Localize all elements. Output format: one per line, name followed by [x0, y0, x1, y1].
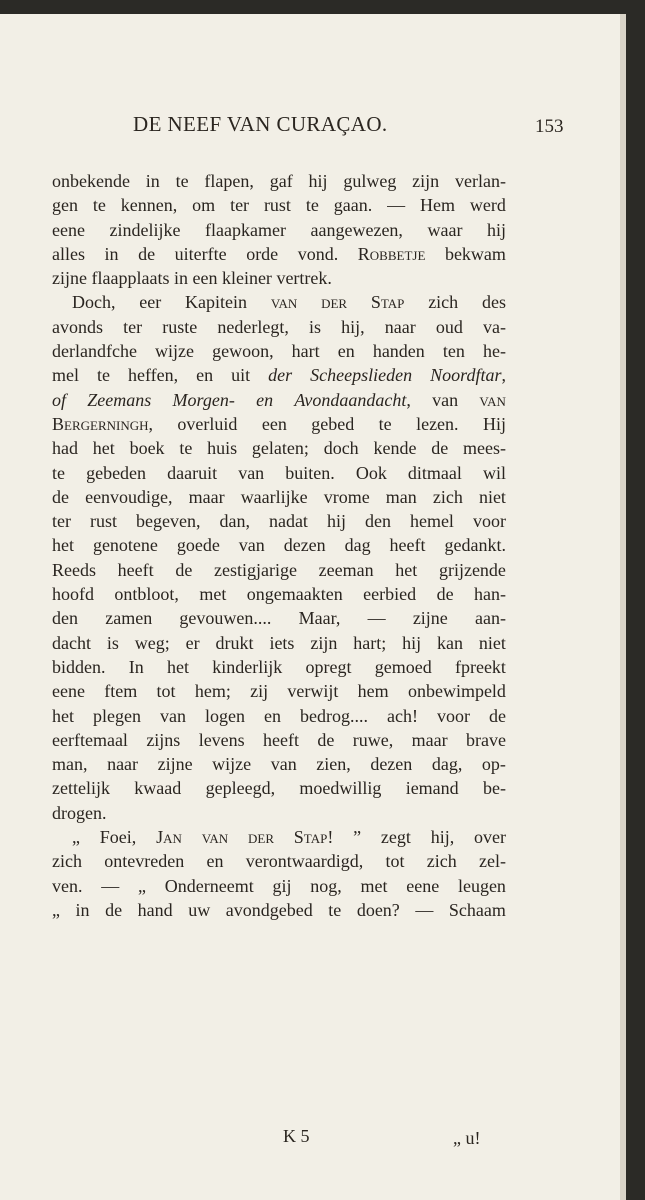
word: flapen,: [204, 171, 254, 191]
catchword: „ u!: [453, 1128, 481, 1148]
word: Hij: [482, 413, 506, 434]
word: heeft: [117, 559, 154, 580]
text-line: [52, 679, 506, 703]
text-line: [52, 533, 506, 557]
text-line: [52, 461, 506, 485]
word: en: [337, 341, 355, 362]
word: eene: [52, 219, 85, 240]
word: doch: [323, 438, 359, 459]
word: Foei,: [99, 827, 137, 848]
word: de: [436, 584, 454, 605]
running-head: [0, 106, 626, 146]
text-line: [52, 193, 506, 217]
word: ontevreden: [104, 851, 185, 872]
word: ter: [52, 511, 71, 532]
word: nog,: [310, 875, 342, 896]
word: lezen.: [416, 413, 459, 434]
word: en: [256, 389, 274, 410]
word: eene: [406, 875, 440, 896]
word: gij: [272, 875, 292, 896]
word: verlan-: [454, 171, 506, 191]
word: de: [175, 559, 193, 580]
word: Jan: [156, 827, 182, 848]
word: „: [52, 899, 60, 920]
text-line: [52, 315, 506, 339]
word: gen: [52, 195, 78, 216]
scan-frame-right: [625, 0, 645, 1200]
text-line: [52, 436, 506, 460]
word: hij,: [430, 827, 455, 848]
word: gedankt.: [444, 535, 506, 556]
word: ftem: [104, 681, 138, 702]
text-line: [52, 752, 506, 776]
word: bedrog....: [299, 705, 368, 726]
word: flaapplaats: [91, 268, 170, 289]
word: hemel: [409, 511, 454, 532]
word: gelaten;: [251, 438, 309, 459]
word: ruste: [162, 316, 198, 337]
word: van: [159, 705, 186, 726]
word: fpreekt: [454, 656, 506, 677]
text-line: [52, 606, 506, 630]
book-page: [0, 14, 626, 1200]
word: het: [395, 559, 418, 580]
word: goede: [176, 535, 220, 556]
word: kwaad: [134, 778, 182, 799]
word: is: [308, 316, 321, 337]
page-edge-shadow: [620, 14, 626, 1200]
signature-mark: K 5: [283, 1126, 310, 1146]
word: de: [317, 729, 335, 750]
word: rust: [89, 511, 117, 532]
word: avondgebed: [225, 899, 313, 920]
word: kan: [437, 632, 464, 653]
word: hij: [326, 511, 346, 532]
word: vond.: [297, 243, 339, 264]
word: er: [185, 632, 200, 653]
word: het: [92, 438, 115, 459]
word: onbewimpeld: [407, 681, 506, 702]
word: heeft: [263, 729, 300, 750]
word: iemand: [405, 778, 459, 799]
word: gevouwen....: [179, 608, 272, 629]
word: voor: [472, 511, 506, 532]
word: van: [270, 292, 298, 313]
word: werd: [469, 195, 506, 216]
word: de: [52, 486, 69, 507]
word: zich: [426, 851, 457, 872]
word: hem;: [194, 681, 231, 702]
word: maar: [188, 486, 225, 507]
word: hij: [402, 632, 422, 653]
word: kinderlijk: [212, 656, 283, 677]
text-line: [52, 169, 506, 193]
word: dag: [344, 535, 371, 556]
word: met: [360, 875, 388, 896]
word: moedwillig: [299, 778, 382, 799]
text-line: [52, 655, 506, 679]
word: zestigjarige: [214, 559, 297, 580]
word: iets: [269, 632, 295, 653]
word: der: [247, 827, 274, 848]
word: der: [268, 365, 293, 386]
word: Maar,: [298, 608, 341, 629]
word: be-: [482, 778, 506, 799]
word: kende: [373, 438, 417, 459]
text-line: [52, 898, 506, 922]
word: zegt: [380, 827, 411, 848]
word: en: [263, 705, 281, 726]
word: hij: [308, 171, 328, 191]
word: ongemaakten: [246, 584, 343, 605]
word: ditmaal: [407, 462, 462, 483]
word: drogen.: [52, 802, 107, 823]
word: dezen: [283, 535, 326, 556]
word: van: [201, 827, 229, 848]
word: een: [192, 268, 218, 289]
word: tot: [156, 681, 176, 702]
text-line: [52, 339, 506, 363]
word: man,: [52, 754, 88, 775]
text-line: [52, 290, 506, 314]
word: verontwaardigd,: [245, 851, 364, 872]
text-line: [52, 825, 506, 849]
text-line: [52, 631, 506, 655]
word: ontbloot,: [114, 584, 179, 605]
text-line: [52, 728, 506, 752]
word: —: [367, 608, 386, 629]
text-line: [52, 558, 506, 582]
word: en: [206, 851, 224, 872]
word: nadat: [268, 511, 308, 532]
word: daaruit: [167, 462, 218, 483]
text-line: [52, 412, 506, 436]
word: mees-: [463, 438, 506, 459]
word: de: [488, 705, 506, 726]
word: gaf: [269, 171, 293, 191]
word: wijze: [155, 341, 195, 362]
word: ten: [442, 341, 465, 362]
word: naar: [107, 754, 139, 775]
word: weg;: [134, 632, 170, 653]
text-line: [52, 363, 506, 387]
word: rust: [263, 195, 291, 216]
word: heeft: [389, 535, 426, 556]
word: der: [321, 292, 348, 313]
text-line: [52, 218, 506, 242]
word: zel-: [479, 851, 506, 872]
word: Avondaandacht,: [294, 389, 411, 410]
word: Stap: [370, 292, 405, 313]
text-line: [52, 388, 506, 412]
word: hart;: [353, 632, 387, 653]
text-line: [52, 704, 506, 728]
word: zich: [432, 486, 463, 507]
word: zij: [250, 681, 269, 702]
body-text: [52, 169, 506, 922]
word: van: [270, 754, 297, 775]
word: maar: [411, 729, 448, 750]
word: ven.: [52, 875, 83, 896]
word: eenvoudige,: [85, 486, 173, 507]
word: hij: [486, 219, 506, 240]
word: en: [196, 365, 214, 386]
word: begeven,: [135, 511, 201, 532]
word: de: [138, 243, 156, 264]
word: hoofd: [52, 584, 94, 605]
word: hem: [357, 681, 389, 702]
word: Ook: [355, 462, 387, 483]
word: genotene: [92, 535, 158, 556]
word: handen: [372, 341, 425, 362]
page-number: 153: [535, 116, 564, 137]
word: niet: [478, 486, 506, 507]
word: „: [138, 875, 146, 896]
word: zijne: [412, 608, 448, 629]
word: te: [305, 195, 319, 216]
word: eerftemaal: [52, 729, 128, 750]
word: zien,: [316, 754, 351, 775]
word: zijne: [157, 754, 193, 775]
word: de: [105, 899, 123, 920]
word: doen?: [356, 899, 400, 920]
word: —: [415, 899, 434, 920]
word: hart: [291, 341, 320, 362]
word: drukt: [215, 632, 254, 653]
word: des: [481, 292, 506, 313]
word: Kapitein: [185, 292, 248, 313]
word: he-: [482, 341, 506, 362]
word: aangewezen,: [310, 219, 403, 240]
word: Robbetje: [357, 243, 426, 264]
word: gemoed: [374, 656, 432, 677]
word: levens: [198, 729, 245, 750]
word: het: [52, 705, 74, 726]
word: uw: [188, 899, 211, 920]
word: Schaam: [448, 899, 506, 920]
text-line: [52, 582, 506, 606]
word: gaan.: [333, 195, 373, 216]
word: orde: [246, 243, 279, 264]
word: zamen: [105, 608, 153, 629]
word: —: [101, 875, 120, 896]
word: is: [106, 632, 119, 653]
word: flaapkamer: [205, 219, 286, 240]
word: gulweg: [343, 171, 397, 191]
word: te: [328, 899, 342, 920]
word: den: [52, 608, 78, 629]
word: om: [192, 195, 216, 216]
word: Zeemans: [87, 389, 152, 410]
word: Stap!: [293, 827, 334, 848]
text-line: [52, 849, 506, 873]
word: va-: [482, 316, 506, 337]
word: zijn: [412, 171, 440, 191]
word: had: [52, 438, 78, 459]
word: gebeden: [86, 462, 147, 483]
word: uit: [231, 365, 251, 386]
word: in: [75, 899, 90, 920]
word: of: [52, 389, 67, 410]
word: den: [364, 511, 391, 532]
word: zeeman: [318, 559, 374, 580]
word: van: [432, 389, 459, 410]
word: bekwam: [444, 243, 506, 264]
word: van: [238, 535, 265, 556]
word: vertrek.: [276, 268, 332, 289]
word: dezen: [370, 754, 413, 775]
word: hij,: [341, 316, 365, 337]
word: boek: [129, 438, 165, 459]
word: naar: [384, 316, 416, 337]
word: in: [173, 268, 188, 289]
word: zich: [428, 292, 459, 313]
word: waarlijke: [240, 486, 308, 507]
word: vrome: [323, 486, 370, 507]
word: in: [104, 243, 119, 264]
word: wil: [482, 462, 506, 483]
word: onbekende: [52, 171, 130, 191]
word: —: [387, 195, 406, 216]
word: met: [199, 584, 227, 605]
running-title: DE NEEF VAN CURAÇAO.: [133, 112, 388, 136]
word: verwijt: [287, 681, 339, 702]
word: van: [238, 462, 265, 483]
word: derlandfche: [52, 341, 137, 362]
word: Doch,: [72, 292, 116, 313]
word: te: [175, 171, 189, 191]
word: zich: [52, 851, 82, 872]
word: ruwe,: [352, 729, 394, 750]
word: hand: [137, 899, 173, 920]
word: eer: [139, 292, 162, 313]
word: avonds: [52, 316, 103, 337]
word: zettelijk: [52, 778, 110, 799]
word: zijn: [310, 632, 338, 653]
word: „: [72, 827, 80, 848]
word: kleiner: [221, 268, 272, 289]
word: nederlegt,: [217, 316, 289, 337]
word: voor: [436, 705, 470, 726]
word: Reeds: [52, 559, 96, 580]
word: logen: [204, 705, 245, 726]
word: zijns: [146, 729, 181, 750]
word: Scheepslieden: [310, 365, 413, 386]
word: te: [378, 413, 392, 434]
text-line: [52, 242, 506, 266]
word: te: [97, 365, 110, 386]
word: tot: [385, 851, 405, 872]
word: te: [52, 462, 65, 483]
word: Bergerningh,: [52, 413, 153, 434]
word: de: [431, 438, 449, 459]
word: dan,: [219, 511, 250, 532]
word: een: [261, 413, 287, 434]
word: Hem: [419, 195, 455, 216]
word: ach!: [386, 705, 418, 726]
word: wijze: [212, 754, 252, 775]
word: zijne: [52, 268, 87, 289]
word: van: [479, 389, 506, 410]
word: ter: [123, 316, 143, 337]
text-line: [52, 266, 506, 290]
word: han-: [473, 584, 506, 605]
word: over: [474, 827, 506, 848]
word: oud: [435, 316, 463, 337]
word: leugen: [457, 875, 506, 896]
word: Onderneemt: [164, 875, 254, 896]
word: overluid: [177, 413, 238, 434]
text-line: [52, 874, 506, 898]
word: grijzende: [438, 559, 506, 580]
word: niet: [478, 632, 506, 653]
word: huis: [207, 438, 238, 459]
word: waar: [427, 219, 463, 240]
word: gebed: [311, 413, 355, 434]
word: plegen: [93, 705, 141, 726]
word: gewoon,: [212, 341, 274, 362]
word: Morgen-: [172, 389, 235, 410]
text-line: [52, 801, 506, 825]
word: het: [52, 535, 74, 556]
word: buiten.: [285, 462, 335, 483]
word: aan-: [475, 608, 506, 629]
word: zindelijke: [109, 219, 181, 240]
word: brave: [466, 729, 506, 750]
word: dag,: [431, 754, 463, 775]
word: ter: [230, 195, 250, 216]
word: te: [179, 438, 193, 459]
word: eene: [52, 681, 85, 702]
word: eerbied: [363, 584, 417, 605]
word: bidden.: [52, 656, 106, 677]
text-line: [52, 485, 506, 509]
text-line: [52, 509, 506, 533]
word: uiterfte: [174, 243, 227, 264]
word: te: [92, 195, 106, 216]
word: man: [385, 486, 417, 507]
word: Noordftar,: [430, 365, 506, 386]
word: op-: [481, 754, 506, 775]
word: het: [167, 656, 189, 677]
word: kennen,: [120, 195, 178, 216]
word: dacht: [52, 632, 91, 653]
word: mel: [52, 365, 79, 386]
word: ”: [353, 827, 362, 848]
word: in: [145, 171, 160, 191]
word: gepleegd,: [205, 778, 276, 799]
word: alles: [52, 243, 85, 264]
text-line: [52, 776, 506, 800]
word: In: [128, 656, 144, 677]
word: heffen,: [128, 365, 179, 386]
word: opregt: [305, 656, 352, 677]
